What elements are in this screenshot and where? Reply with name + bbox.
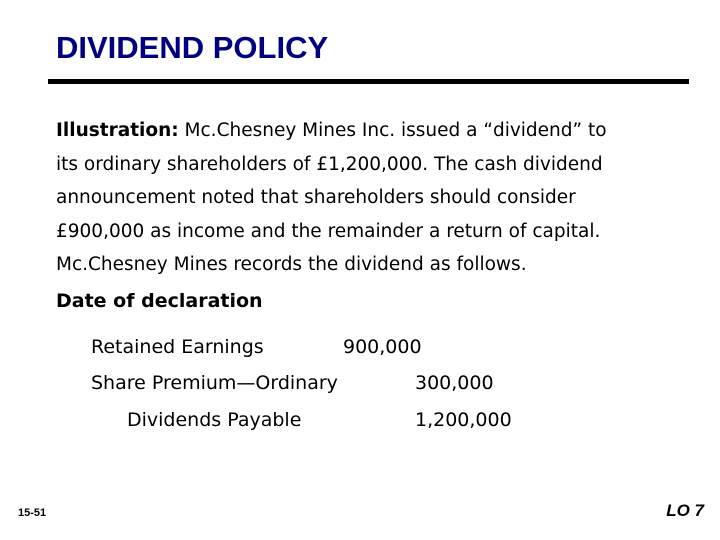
paragraph-line-1: [56, 114, 696, 148]
paragraph-line-3: announcement noted that shareholders should consider: [56, 187, 576, 208]
journal-credit-dividends-payable: 1,200,000: [415, 409, 512, 431]
slide-number: 15-51: [18, 507, 47, 519]
paragraph-line-5: Mc.Chesney Mines records the dividend as follows.: [56, 254, 527, 275]
learning-objective-label: LO 7: [666, 501, 704, 520]
date-of-declaration-heading: Date of declaration: [56, 290, 263, 312]
title-rule: [48, 79, 689, 84]
journal-account-retained-earnings: Retained Earnings: [91, 336, 264, 358]
paragraph-line-2: its ordinary shareholders of £1,200,000. The cash dividend: [56, 153, 603, 175]
journal-account-dividends-payable: Dividends Payable: [127, 409, 302, 431]
journal-debit-retained-earnings: 900,000: [343, 336, 422, 358]
paragraph-line-4: £900,000 as income and the remainder a return of capital.: [56, 220, 601, 242]
journal-account-share-premium: Share Premium—Ordinary: [91, 372, 338, 394]
journal-credit-share-premium: 300,000: [415, 372, 494, 394]
illustration-paragraph: [56, 114, 696, 282]
illustration-label: Illustration:: [56, 120, 179, 141]
slide-title: DIVIDEND POLICY: [56, 30, 329, 65]
paragraph-line-1-text: Mc.Chesney Mines Inc. issued a “dividend” to: [178, 120, 607, 141]
